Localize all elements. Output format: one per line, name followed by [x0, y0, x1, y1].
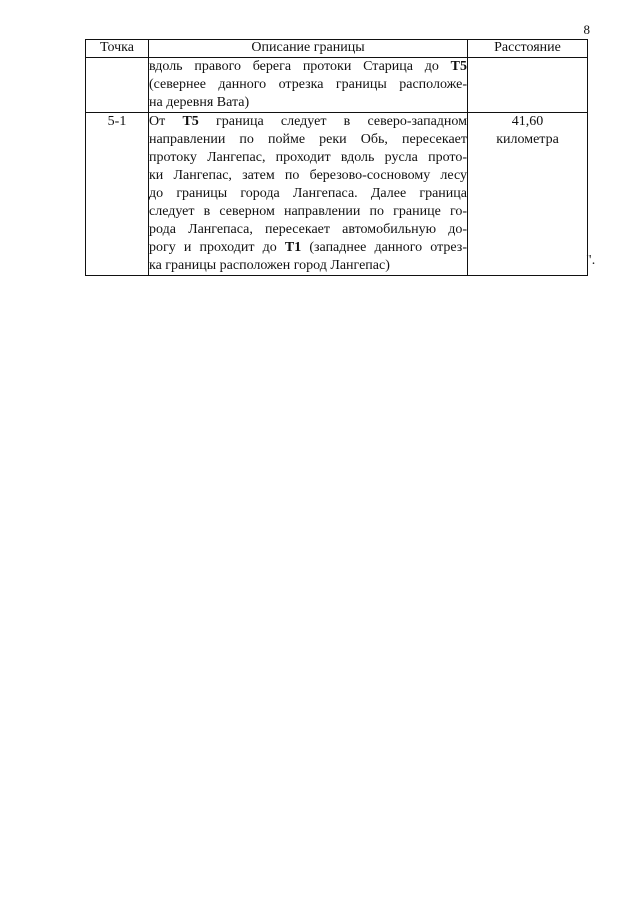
point-marker: Т5 — [450, 59, 467, 74]
distance-value: 41,60 — [511, 114, 544, 129]
point-cell — [86, 58, 149, 113]
description-line: (севернее данного отрезка границы расположе- — [149, 77, 467, 92]
point-marker: Т5 — [182, 114, 199, 129]
description-line: рода Лангепаса, пересекает автомобильную до- — [149, 222, 467, 237]
description-line: до границы города Лангепаса. Далее граница — [149, 186, 467, 201]
description-line: От Т5 граница следует в северо-западном — [149, 114, 467, 129]
header-description: Описание границы — [149, 40, 468, 58]
header-point: Точка — [86, 40, 149, 58]
closing-quote: ". — [586, 253, 596, 268]
distance-cell — [468, 113, 588, 276]
boundary-table — [85, 39, 588, 276]
description-line: рогу и проходит до Т1 (западнее данного отрез- — [149, 240, 467, 255]
description-line: следует в северном направлении по границе го- — [149, 204, 467, 219]
description-line: направлении по пойме реки Обь, пересекает — [149, 132, 467, 147]
header-distance: Расстояние — [468, 40, 588, 58]
point-cell: 5-1 — [86, 113, 149, 276]
description-line: ка границы расположен город Лангепас) — [149, 258, 390, 273]
table-row — [86, 58, 588, 113]
description-line: протоку Лангепас, проходит вдоль русла прото- — [149, 150, 467, 165]
description-line: на деревня Вата) — [149, 95, 250, 110]
description-cell — [149, 58, 468, 113]
description-line: вдоль правого берега протоки Старица до Т5 — [149, 59, 467, 74]
page-number: 8 — [583, 22, 590, 37]
distance-cell — [468, 58, 588, 113]
description-line: ки Лангепас, затем по березово-сосновому лесу — [149, 168, 467, 183]
point-marker: Т1 — [284, 240, 302, 255]
table-header-row — [86, 40, 588, 58]
distance-unit: километра — [496, 132, 559, 147]
description-cell — [149, 113, 468, 276]
table-row — [86, 113, 588, 276]
